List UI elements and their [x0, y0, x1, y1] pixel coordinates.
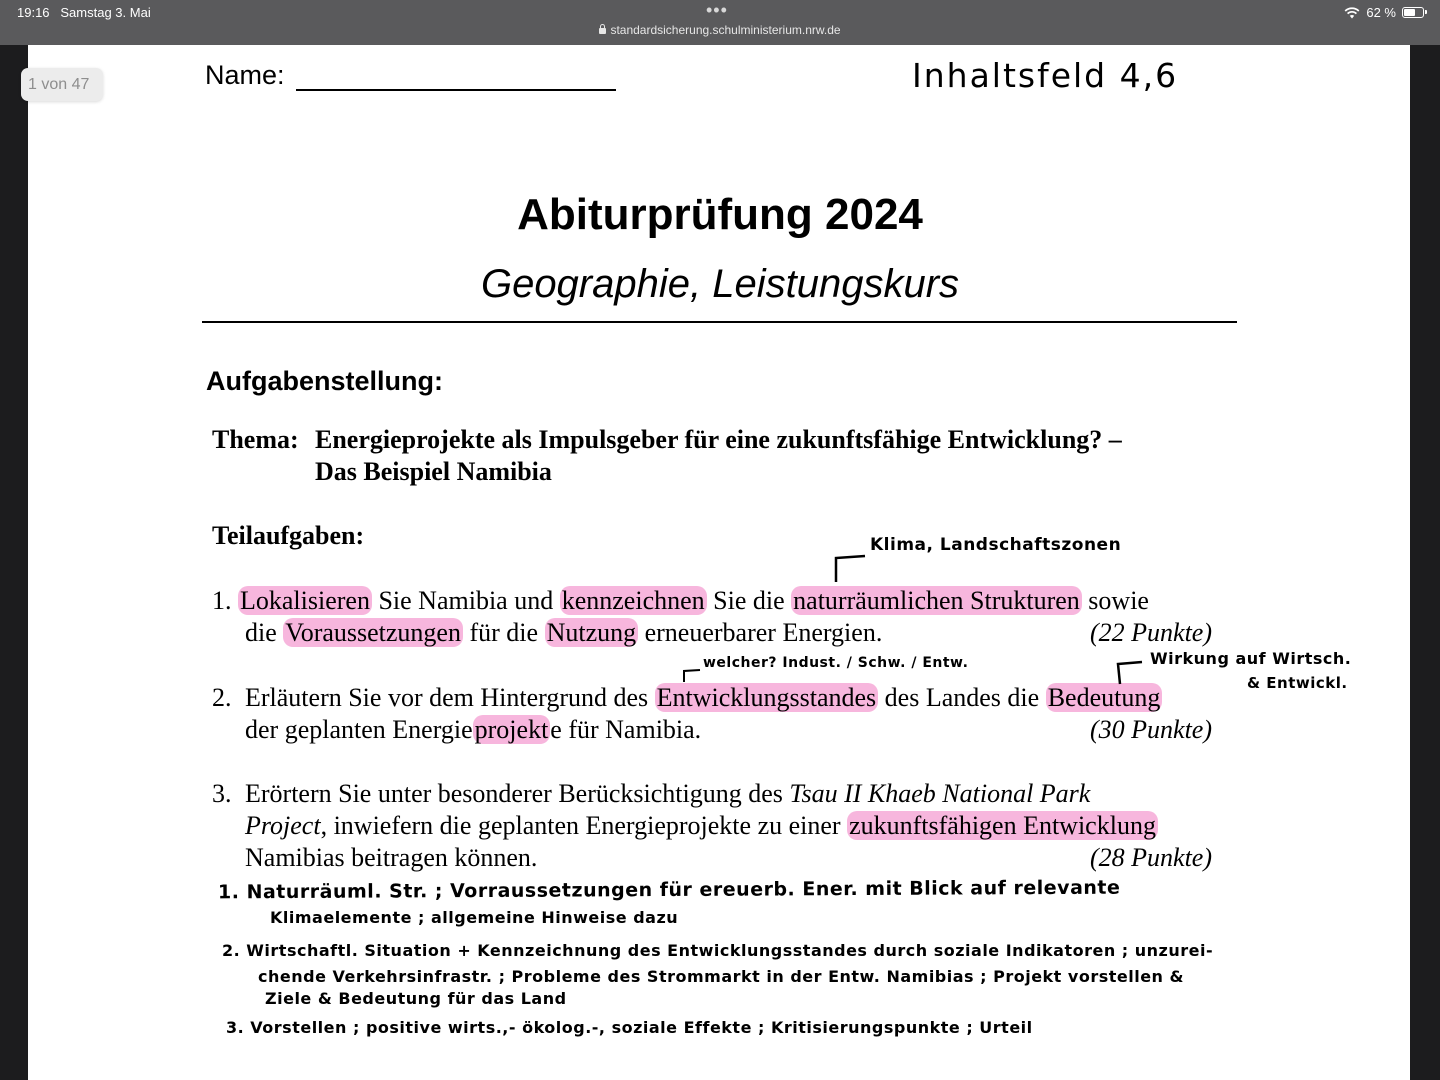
highlight: zukunftsfähigen Entwicklung — [849, 811, 1156, 840]
url-text: standardsicherung.schulministerium.nrw.de — [610, 23, 841, 37]
handwriting-note-2a: 2. Wirtschaftl. Situation + Kennzeichnung des Entwicklungsstandes durch soziale Indikatoren ; unzurei- — [222, 941, 1214, 960]
task-3-line-3: Namibias beitragen können. — [245, 843, 538, 872]
task-2-points: (30 Punkte) — [1090, 715, 1213, 744]
task-1-points: (22 Punkte) — [1090, 618, 1213, 647]
handwriting-note-2b: chende Verkehrsinfrastr. ; Probleme des Strommarkt in der Entw. Namibias ; Projekt vorstellen & — [258, 967, 1184, 986]
status-time-date: 19:16 Samstag 3. Mai — [17, 5, 151, 20]
highlight: naturräumlichen Strukturen — [793, 586, 1080, 615]
handwriting-welcher: welcher? Indust. / Schw. / Entw. — [703, 655, 969, 671]
task-3-line-2: Project, inwiefern die geplanten Energieprojekte zu einer zukunftsfähigen Entwicklung — [245, 811, 1156, 840]
page-subtitle: Geographie, Leistungskurs — [480, 262, 960, 306]
task-1-line-2: die Voraussetzungen für die Nutzung erneuerbarer Energien. — [245, 618, 883, 647]
battery-percent: 62 % — [1366, 5, 1396, 20]
aufgabenstellung-heading: Aufgabenstellung: — [206, 366, 443, 396]
task-2-line-1: Erläutern Sie vor dem Hintergrund des Entwicklungsstandes des Landes die Bedeutung — [245, 683, 1161, 712]
page-title: Abiturprüfung 2024 — [517, 190, 923, 239]
handwriting-note-1b: Klimaelemente ; allgemeine Hinweise dazu — [270, 908, 679, 927]
handwriting-note-2c: Ziele & Bedeutung für das Land — [265, 989, 567, 1008]
highlight: Voraussetzungen — [285, 618, 461, 647]
highlight: Bedeutung — [1047, 683, 1161, 712]
highlight: kennzeichnen — [561, 586, 705, 615]
handwriting-wirkung-1: Wirkung auf Wirtsch. — [1150, 649, 1352, 668]
handwriting-note-1a: 1. Naturräuml. Str. ; Vorraussetzungen für ereuerb. Ener. mit Blick auf relevante — [217, 876, 1121, 904]
task-3-line-1: Erörtern Sie unter besonderer Berücksichtigung des Tsau II Khaeb National Park — [245, 779, 1091, 808]
name-label: Name: — [205, 60, 285, 90]
task-3-number: 3. — [212, 779, 232, 808]
handwriting-wirkung-2: & Entwickl. — [1247, 674, 1348, 692]
handwriting-note-3: 3. Vorstellen ; positive wirts.,- ökolog.-, soziale Effekte ; Kritisierungspunkte ; Urteil — [226, 1018, 1033, 1037]
task-1-number: 1. — [212, 586, 232, 615]
highlight: Lokalisieren — [240, 586, 370, 615]
highlight: Entwicklungsstandes — [656, 683, 877, 712]
page-counter: 1 von 47 — [21, 68, 103, 101]
highlight: projekt — [474, 715, 549, 744]
thema-line-1: Energieprojekte als Impulsgeber für eine zukunftsfähige Entwicklung? – — [315, 425, 1122, 454]
task-2-line-2: der geplanten Energieprojekte für Namibia. — [245, 715, 702, 744]
thema-line-2: Das Beispiel Namibia — [315, 457, 552, 486]
task-3-points: (28 Punkte) — [1090, 843, 1213, 872]
task-2-number: 2. — [212, 683, 232, 712]
handwriting-klima: Klima, Landschaftszonen — [870, 535, 1122, 555]
thema-label: Thema: — [212, 425, 299, 454]
highlight: Nutzung — [546, 618, 637, 647]
more-dots-icon[interactable]: ••• — [706, 0, 728, 20]
task-1-line-1: Lokalisieren Sie Namibia und kennzeichnen Sie die naturräumlichen Strukturen sowie — [240, 586, 1149, 615]
handwriting-inhaltsfeld: Inhaltsfeld 4,6 — [912, 56, 1179, 95]
teilaufgaben-heading: Teilaufgaben: — [212, 521, 365, 550]
